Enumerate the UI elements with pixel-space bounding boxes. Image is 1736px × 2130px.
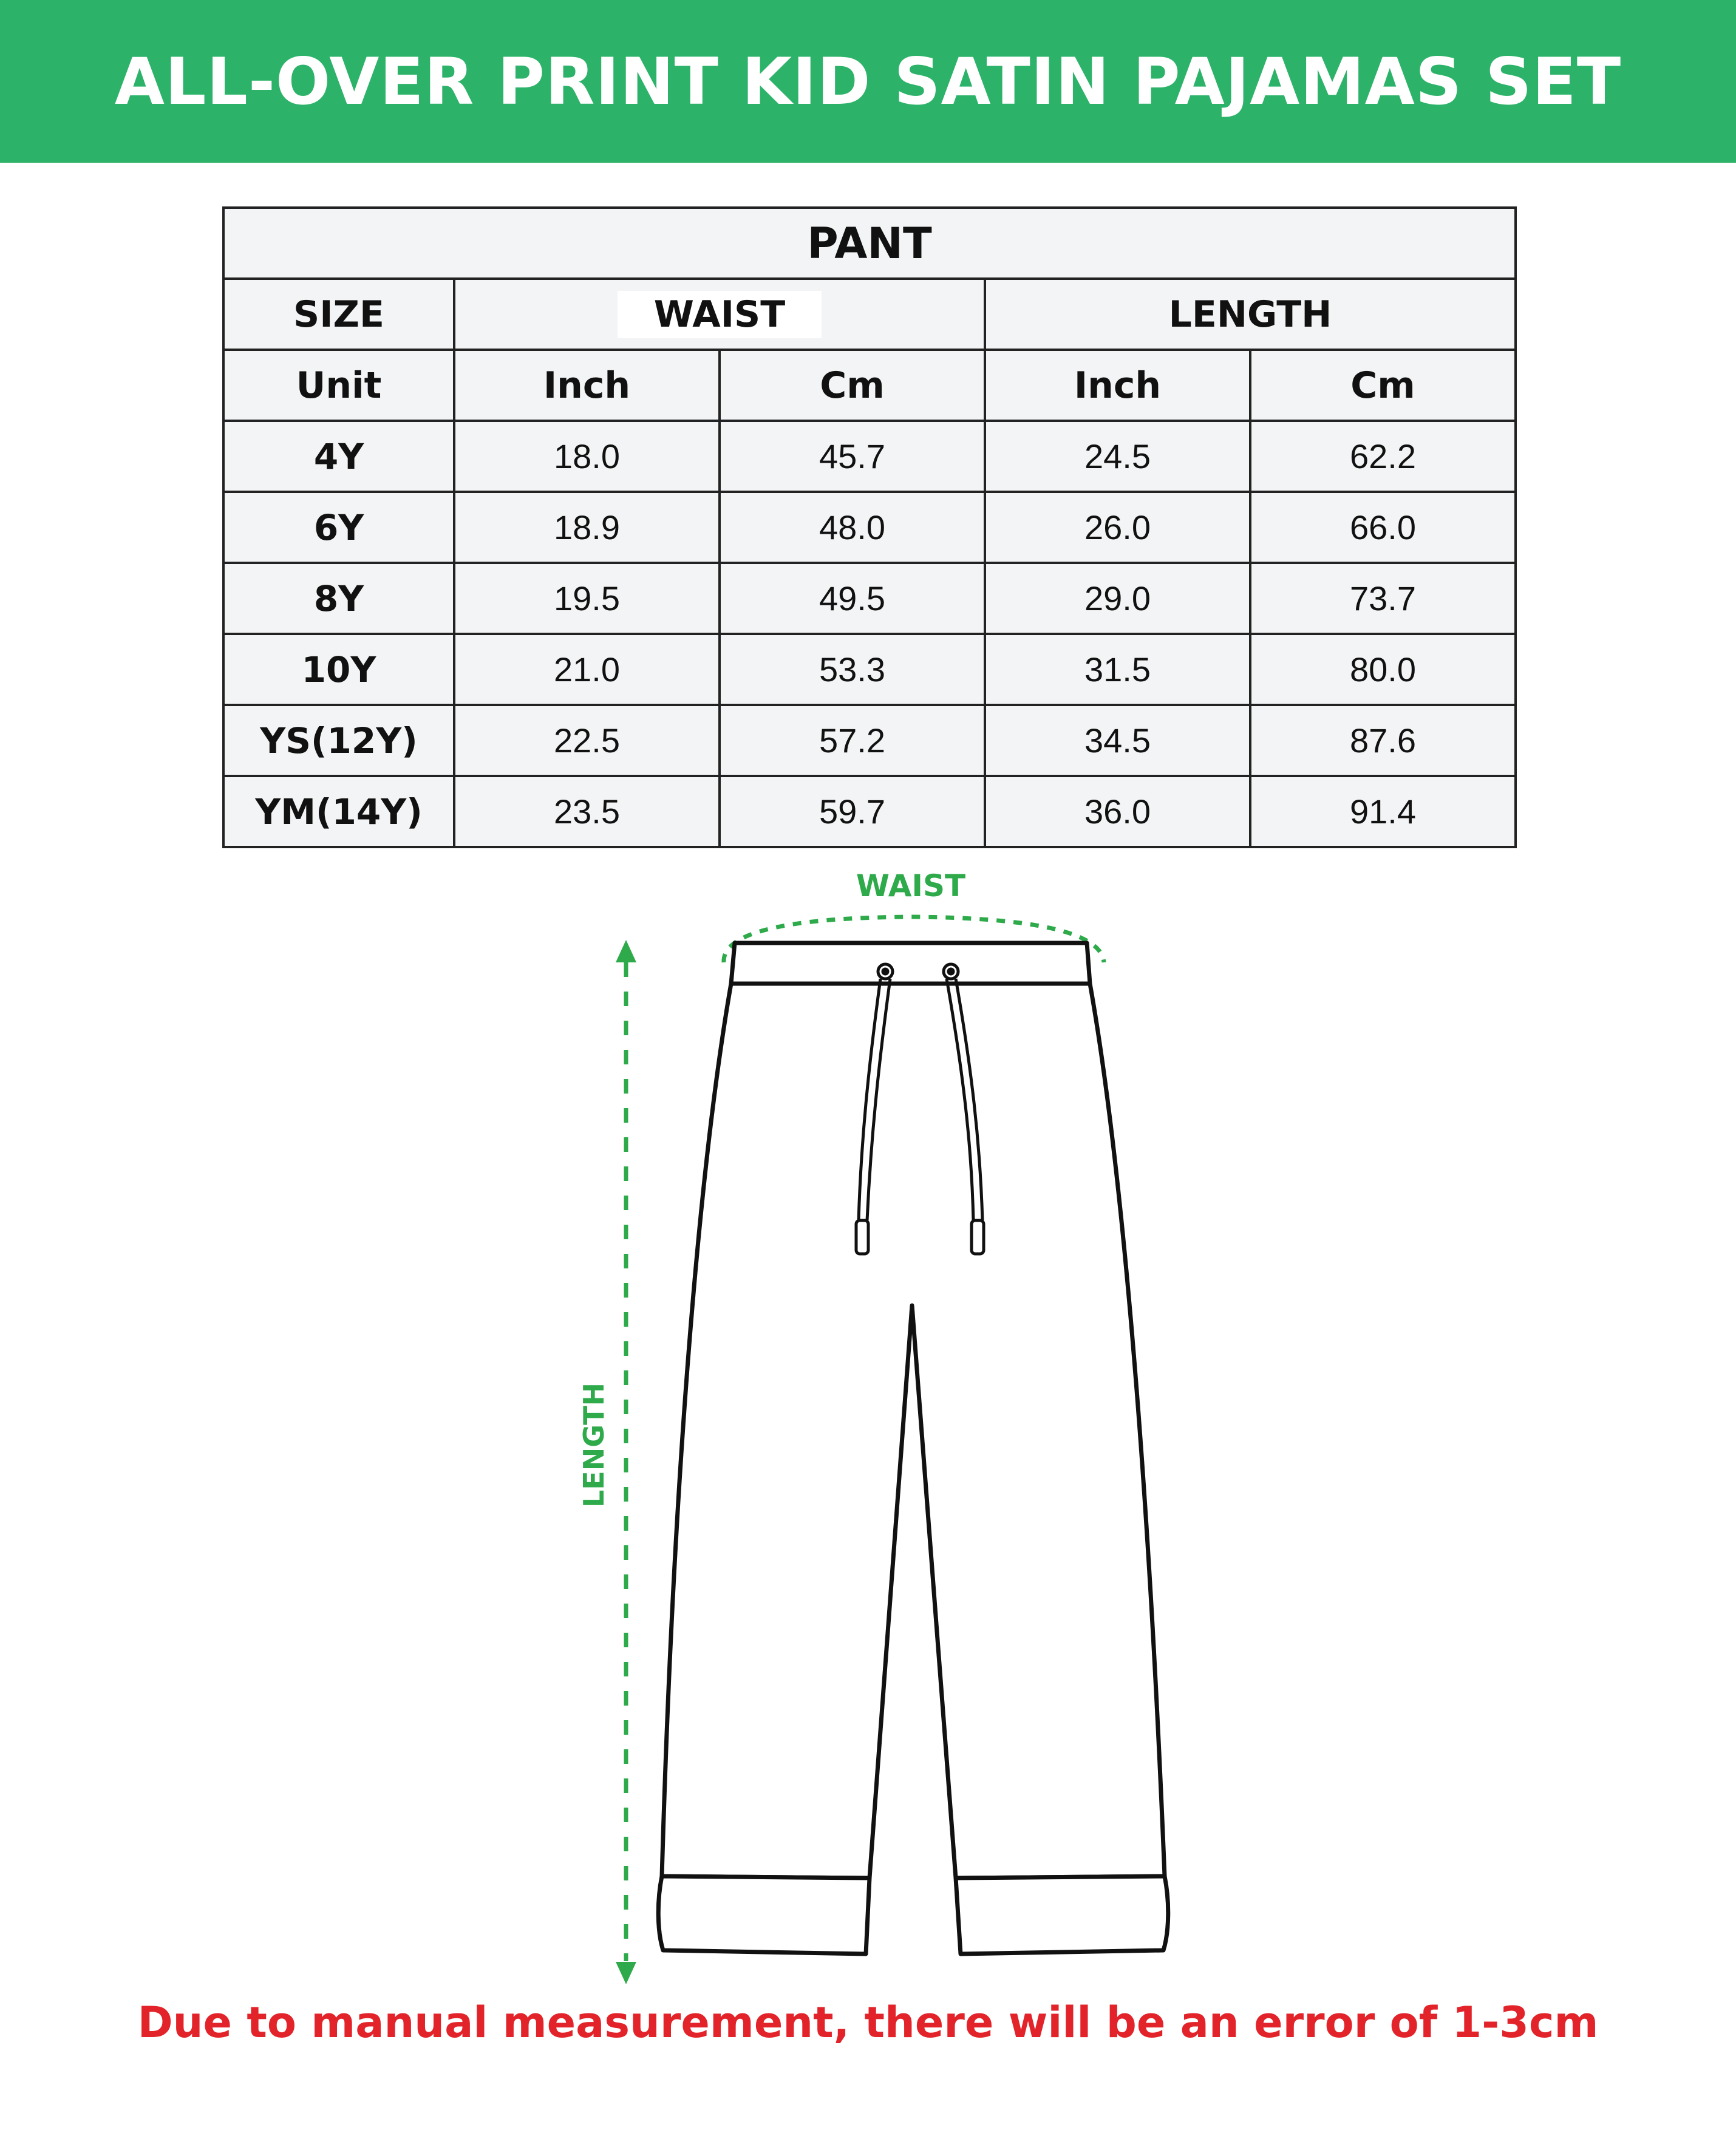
length-inch-cell: 31.5 — [985, 634, 1250, 705]
waist-header — [454, 279, 985, 350]
page-title: ALL-OVER PRINT KID SATIN PAJAMAS SET — [114, 44, 1622, 119]
table-row — [223, 492, 1516, 563]
size-header: SIZE — [223, 279, 454, 350]
table-row — [223, 705, 1516, 776]
table-unit-row — [223, 350, 1516, 421]
length-inch-cell: 24.5 — [985, 421, 1250, 492]
waist-inch-cell: 18.0 — [454, 421, 720, 492]
right-cuff — [956, 1876, 1168, 1954]
length-cm-cell: 87.6 — [1250, 705, 1516, 776]
waist-inch-cell: 19.5 — [454, 563, 720, 634]
waist-cm-header: Cm — [720, 350, 985, 421]
length-inch-cell: 36.0 — [985, 776, 1250, 847]
length-cm-cell: 73.7 — [1250, 563, 1516, 634]
table-row — [223, 776, 1516, 847]
table-row — [223, 563, 1516, 634]
length-cm-header: Cm — [1250, 350, 1516, 421]
waist-cm-cell: 45.7 — [720, 421, 985, 492]
arrow-down-icon — [616, 1962, 636, 1984]
size-cell: 4Y — [223, 421, 454, 492]
table-row — [223, 421, 1516, 492]
length-measure-arrow — [616, 940, 636, 1984]
arrow-up-icon — [616, 940, 636, 962]
length-header: LENGTH — [985, 279, 1516, 350]
waist-header-label: WAIST — [618, 291, 822, 338]
size-cell: YS(12Y) — [223, 705, 454, 776]
length-measure-label: LENGTH — [577, 1382, 610, 1508]
waist-cm-cell: 49.5 — [720, 563, 985, 634]
unit-header: Unit — [223, 350, 454, 421]
waist-inch-header: Inch — [454, 350, 720, 421]
size-cell: 10Y — [223, 634, 454, 705]
header-banner — [0, 0, 1736, 163]
waist-measure-label: WAIST — [856, 868, 966, 903]
measurement-error-note: Due to manual measurement, there will be an error of 1-3cm — [137, 1998, 1599, 2047]
left-cuff — [658, 1876, 870, 1954]
length-inch-header: Inch — [985, 350, 1250, 421]
waist-cm-cell: 57.2 — [720, 705, 985, 776]
size-cell: 6Y — [223, 492, 454, 563]
table-row — [223, 634, 1516, 705]
waist-cm-cell: 53.3 — [720, 634, 985, 705]
pants-outline — [658, 943, 1168, 1954]
table-header-row — [223, 279, 1516, 350]
pants-body — [662, 984, 1165, 1878]
waist-inch-cell: 23.5 — [454, 776, 720, 847]
size-chart-table — [222, 206, 1517, 848]
length-cm-cell: 91.4 — [1250, 776, 1516, 847]
table-title-row — [223, 208, 1516, 279]
length-inch-cell: 34.5 — [985, 705, 1250, 776]
waist-inch-cell: 21.0 — [454, 634, 720, 705]
waist-inch-cell: 22.5 — [454, 705, 720, 776]
waist-cm-cell: 59.7 — [720, 776, 985, 847]
waistband — [731, 943, 1090, 984]
pants-diagram — [0, 850, 1736, 1992]
waist-inch-cell: 18.9 — [454, 492, 720, 563]
length-cm-cell: 80.0 — [1250, 634, 1516, 705]
length-inch-cell: 29.0 — [985, 563, 1250, 634]
length-cm-cell: 62.2 — [1250, 421, 1516, 492]
table-title: PANT — [223, 208, 1516, 279]
size-cell: YM(14Y) — [223, 776, 454, 847]
length-inch-cell: 26.0 — [985, 492, 1250, 563]
length-cm-cell: 66.0 — [1250, 492, 1516, 563]
size-cell: 8Y — [223, 563, 454, 634]
waist-cm-cell: 48.0 — [720, 492, 985, 563]
